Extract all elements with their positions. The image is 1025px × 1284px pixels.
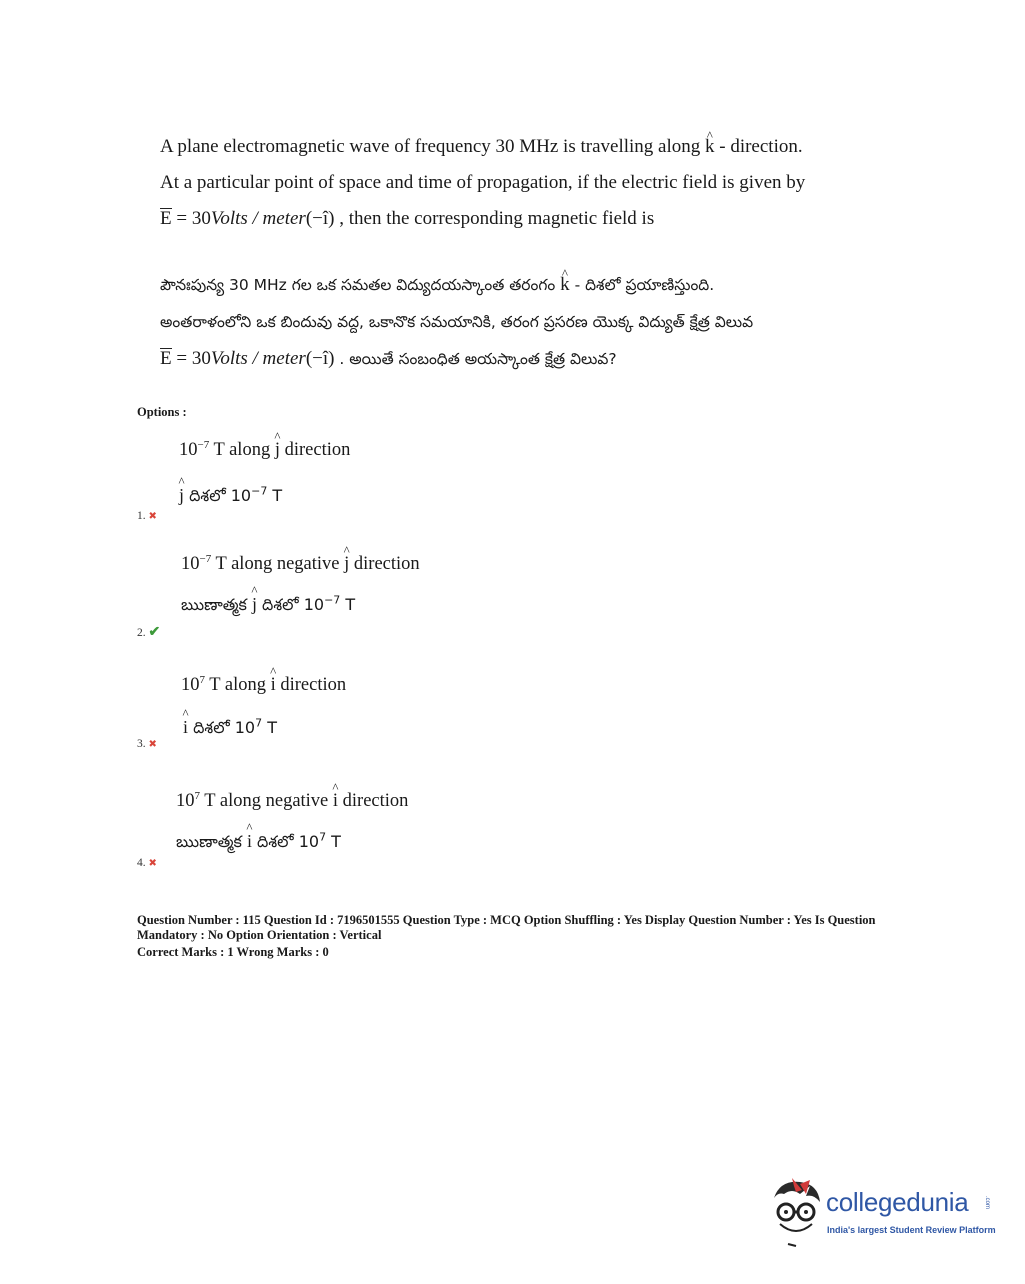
i-hat: ^ i bbox=[333, 791, 338, 812]
k-hat: ^ k bbox=[560, 270, 570, 300]
option-2-number[interactable]: 2. ✔ bbox=[137, 625, 161, 640]
j-hat: ^ j bbox=[252, 594, 257, 615]
option-3-english: $10^7$ T along ^ i direction bbox=[181, 675, 346, 696]
logo-tagline: India's largest Student Review Platform bbox=[827, 1225, 996, 1235]
option-1-telugu: ^ j దిశలో $10^{-7}$ T bbox=[179, 485, 282, 509]
wrong-icon: ✖ bbox=[148, 858, 157, 869]
j-hat: ^ j bbox=[275, 440, 280, 461]
question-english bbox=[160, 132, 860, 240]
i-hat: ^ i bbox=[247, 831, 252, 852]
mascot-icon bbox=[766, 1176, 826, 1248]
option-2-telugu: ఋణాత్మక ^ j దిశలో $10^{-7}$ T bbox=[181, 594, 355, 618]
wrong-icon: ✖ bbox=[148, 739, 157, 750]
i-hat: ^ i bbox=[271, 675, 276, 696]
option-4-number[interactable]: 4. ✖ bbox=[137, 857, 157, 869]
option-4-telugu: ఋణాత్మక ^ i దిశలో $10^7$ T bbox=[176, 831, 341, 855]
question-meta-line-1: Question Number : 115 Question Id : 7196501555 Question Type : MCQ Option Shuffling : Yes Display Question Number : Yes Is Question bbox=[137, 913, 876, 927]
question-meta-line-2: Mandatory : No Option Orientation : Vertical bbox=[137, 928, 382, 942]
question-en-line-2: At a particular point of space and time of propagation, if the electric field is given by bbox=[160, 172, 806, 193]
question-te-line-2: అంతరాళంలోని ఒక బిందువు వద్ద, ఒకానొక సమయానికి, తరంగ ప్రసరణ యొక్క విద్యుత్ క్షేత్ర విలువ bbox=[160, 313, 754, 331]
question-te-line-3: E = 30Volts / meter(−î) . అయితే సంబంధిత అయస్కాంత క్షేత్ర విలువ? bbox=[160, 348, 617, 369]
e-vector: E bbox=[160, 208, 172, 229]
logo-com: .com bbox=[984, 1196, 990, 1210]
logo-name: collegedunia bbox=[826, 1187, 969, 1217]
option-1-english: $10^{-7}$ T along ^ j direction bbox=[179, 440, 350, 461]
k-hat: ^ k bbox=[705, 132, 715, 162]
e-vector: E bbox=[160, 348, 172, 369]
option-4-english: $10^7$ T along negative ^ i direction bbox=[176, 791, 408, 812]
option-2-english: $10^{-7}$ T along negative ^ j direction bbox=[181, 554, 420, 575]
collegedunia-logo[interactable] bbox=[766, 1176, 996, 1248]
question-en-line-1: A plane electromagnetic wave of frequency 30 MHz is travelling along ^ k - direction. bbox=[160, 132, 860, 168]
i-hat: ^ i bbox=[183, 717, 188, 738]
question-telugu bbox=[160, 270, 860, 381]
question-meta-line-3: Correct Marks : 1 Wrong Marks : 0 bbox=[137, 945, 329, 959]
option-3-telugu: ^ i దిశలో $10^7$ T bbox=[183, 717, 277, 741]
options-label: Options : bbox=[137, 405, 187, 419]
j-hat: ^ j bbox=[344, 554, 349, 575]
wrong-icon: ✖ bbox=[148, 511, 157, 522]
check-icon: ✔ bbox=[148, 625, 161, 640]
question-te-line-1: పౌనఃపున్య 30 MHz గల ఒక సమతల విద్యుదయస్కాంత తరంగం ^ k - దిశలో ప్రయాణిస్తుంది. bbox=[160, 270, 860, 307]
option-3-number[interactable]: 3. ✖ bbox=[137, 738, 157, 750]
question-en-line-3: E = 30Volts / meter(−î) , then the corresponding magnetic field is bbox=[160, 208, 655, 229]
option-1-number[interactable]: 1. ✖ bbox=[137, 510, 157, 522]
j-hat: ^ j bbox=[179, 485, 184, 506]
